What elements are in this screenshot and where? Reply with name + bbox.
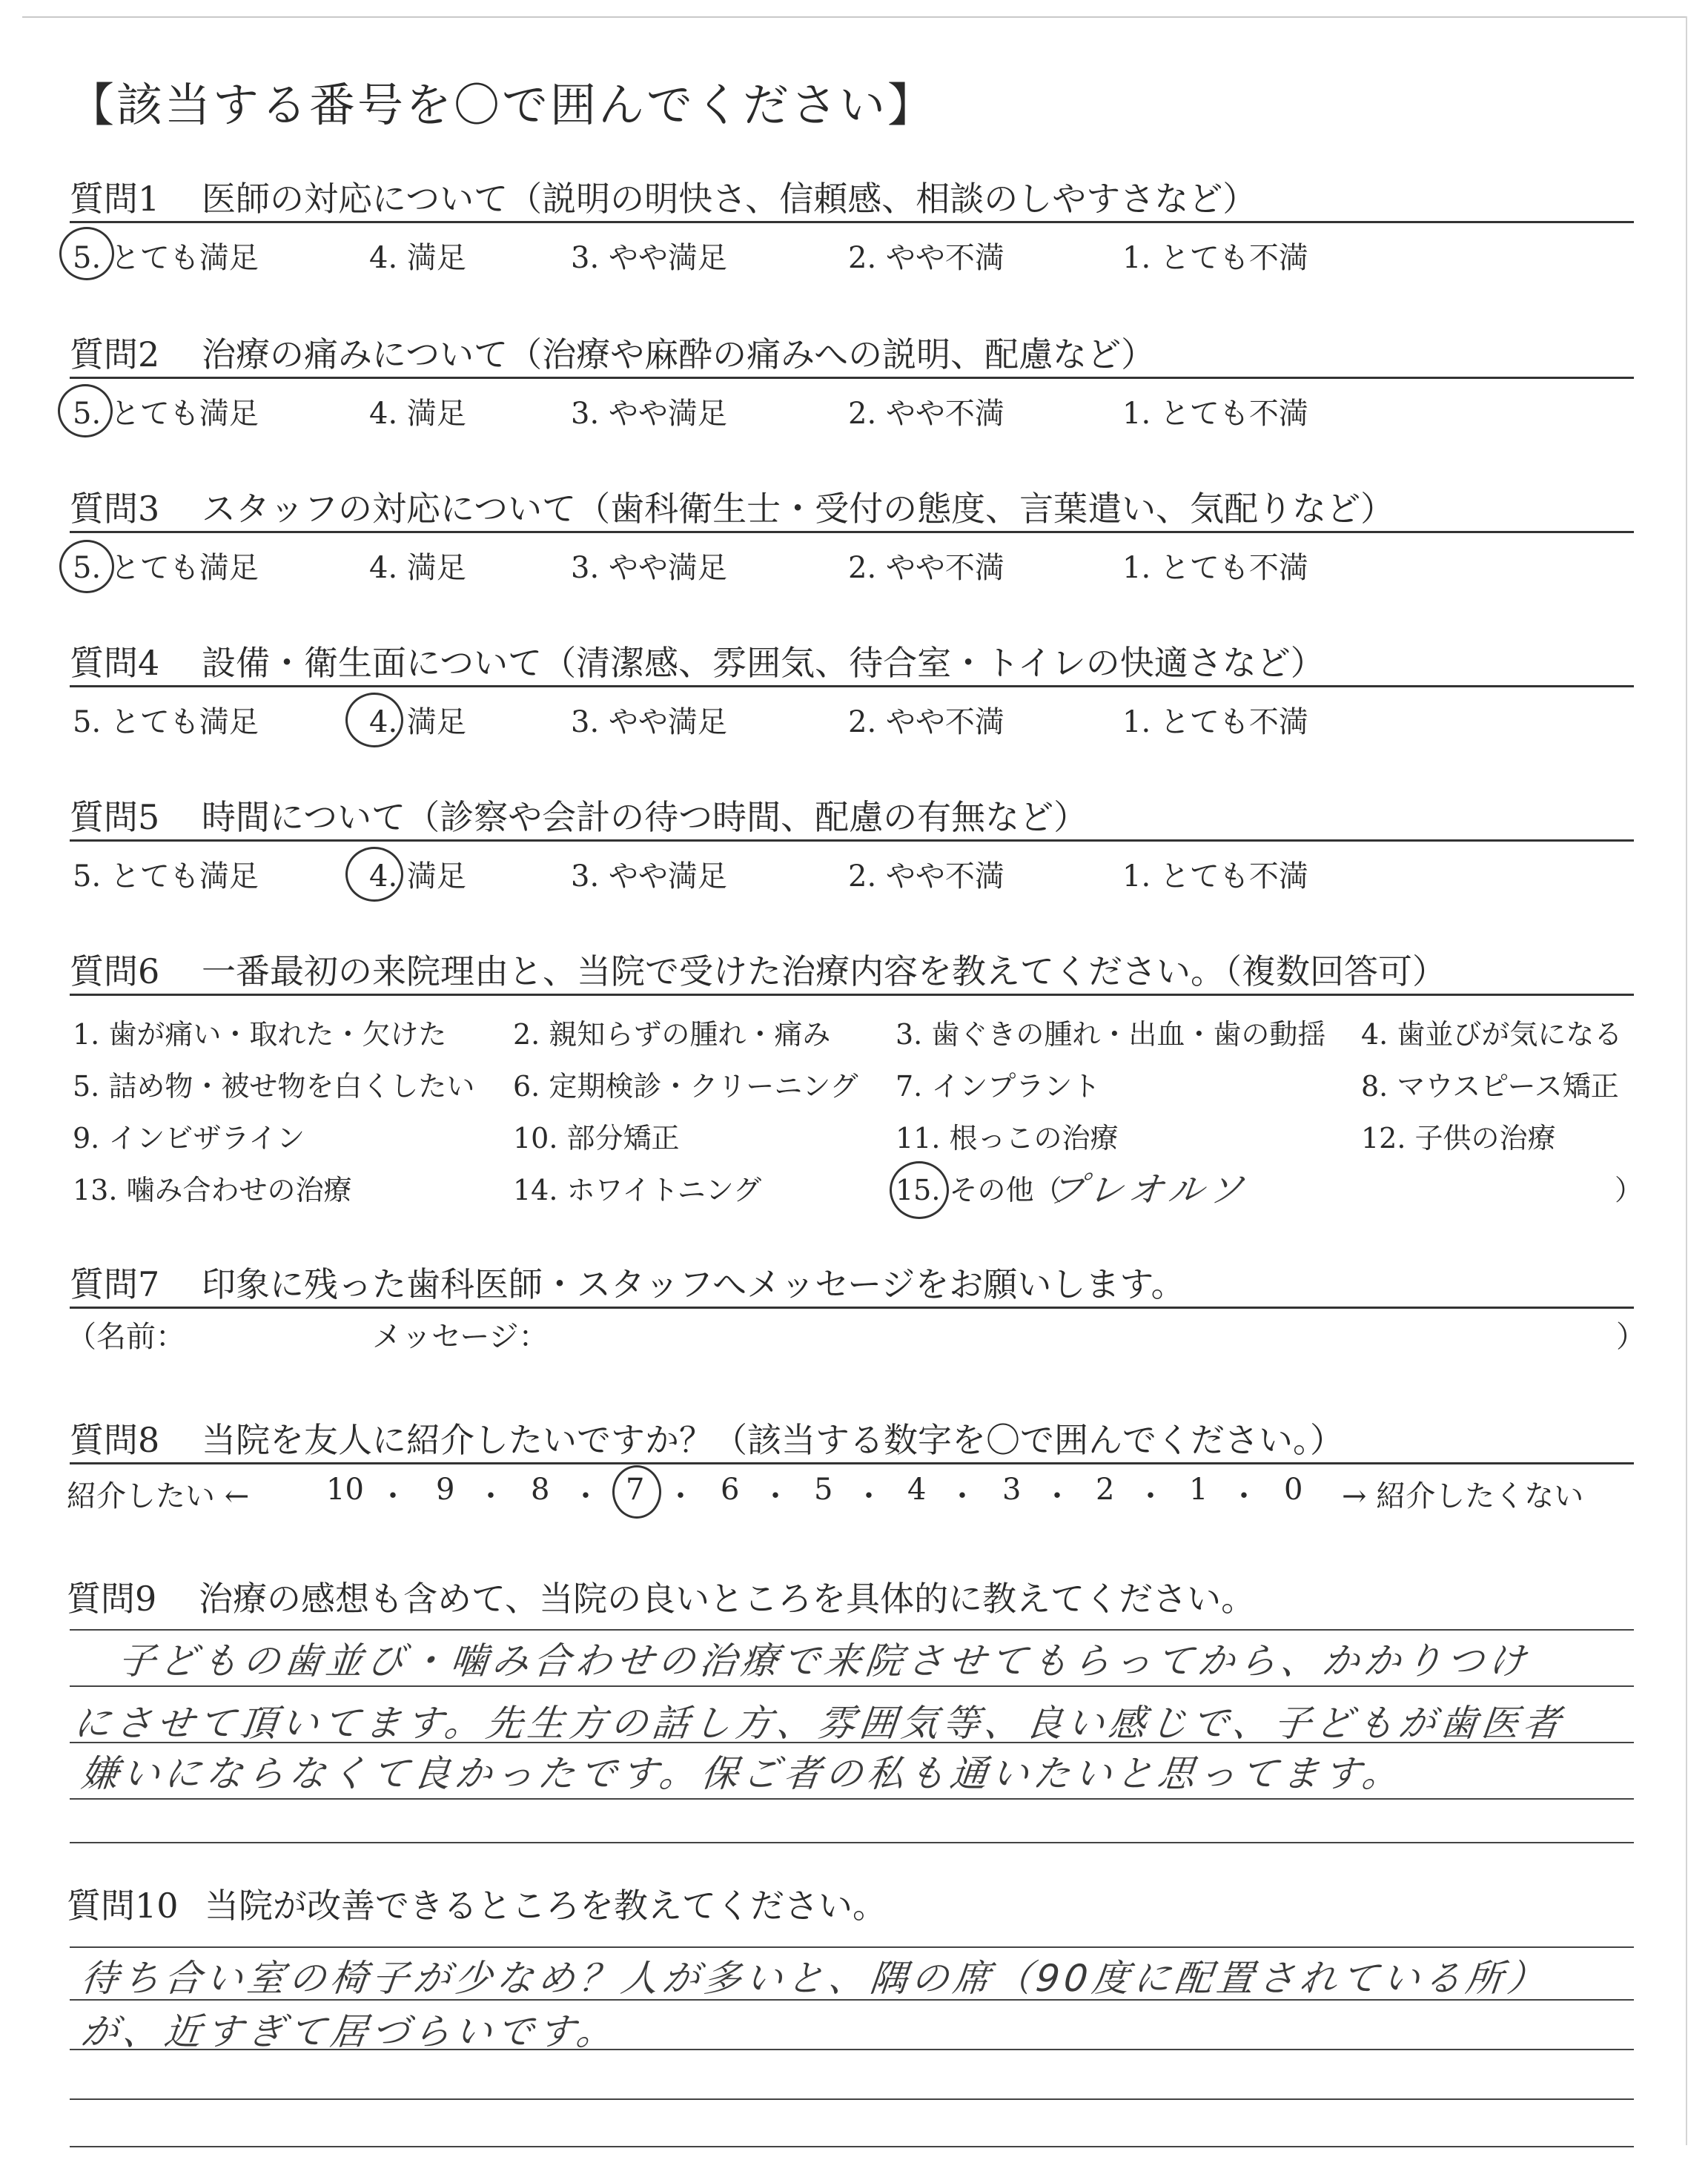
option-1[interactable]: 1. とても不満 [1122,397,1308,431]
choice-7[interactable]: 7. インプラント [896,1070,1101,1103]
page-title: 【該当する番号を〇で囲んでください】 [68,78,936,132]
handwritten-line-3: 嫌いにならなくて良かったです。保ご者の私も通いたいと思ってます。 [79,1752,1406,1795]
answer-line [70,1842,1634,1843]
option-1[interactable]: 1. とても不満 [1122,859,1308,894]
choice-3[interactable]: 3. 歯ぐきの腫れ・出血・歯の動揺 [896,1018,1326,1051]
answer-line [70,2098,1634,2100]
choice-8[interactable]: 8. マウスピース矯正 [1361,1070,1619,1103]
scale-right-label: → 紹介したくない [1342,1479,1584,1513]
scale-3[interactable]: 3 [1002,1473,1022,1507]
scale-0[interactable]: 0 [1284,1473,1303,1507]
option-3[interactable]: 3. やや満足 [571,859,727,894]
question-2-heading [70,328,1634,379]
question-6-heading [70,945,1634,996]
question-6-choices [73,1004,1644,1226]
option-2[interactable]: 2. やや不満 [848,705,1004,739]
option-4[interactable]: 4. 満足 [369,397,466,431]
option-2[interactable]: 2. やや不満 [848,241,1004,275]
option-1[interactable]: 1. とても不満 [1122,241,1308,275]
question-number: 質問7 [70,1264,160,1304]
scale-dot: ・ [1136,1479,1165,1513]
option-5[interactable]: 5. とても満足 [73,705,259,739]
option-5[interactable]: 5. とても満足 [73,241,259,275]
scale-8[interactable]: 8 [531,1473,550,1507]
choice-12[interactable]: 12. 子供の治療 [1361,1122,1556,1155]
question-number: 質問1 [70,179,160,219]
choice-14[interactable]: 14. ホワイトニング [513,1174,762,1206]
question-1-heading [70,172,1634,223]
question-1-options [73,234,1555,275]
name-label: （名前： [67,1320,185,1354]
question-3-heading [70,482,1634,533]
option-1[interactable]: 1. とても不満 [1122,551,1308,585]
option-3[interactable]: 3. やや満足 [571,705,727,739]
scale-dot: ・ [476,1479,506,1513]
scale-dot: ・ [1042,1479,1072,1513]
choice-10[interactable]: 10. 部分矯正 [513,1122,680,1155]
handwritten-line-1: 子どもの歯並び・噛み合わせの治療で来院させてもらってから、かかりつけ [116,1639,1532,1682]
choice-13[interactable]: 13. 噛み合わせの治療 [73,1174,352,1206]
question-number: 質問6 [70,951,160,991]
answer-line [70,1629,1634,1631]
question-text: 設備・衛生面について（清潔感、雰囲気、待合室・トイレの快適さなど） [202,643,1325,683]
choice-2[interactable]: 2. 親知らずの腫れ・痛み [513,1018,831,1051]
option-1[interactable]: 1. とても不満 [1122,705,1308,739]
option-3[interactable]: 3. やや満足 [571,241,727,275]
scale-dot: ・ [947,1479,977,1513]
scan-top-edge [22,16,1686,18]
answer-line [70,2146,1634,2147]
question-5-options [73,853,1555,894]
scale-5[interactable]: 5 [814,1473,833,1507]
question-10-heading [67,1879,887,1928]
other-handwritten-answer: プレオルソ [1047,1169,1251,1211]
option-2[interactable]: 2. やや不満 [848,551,1004,585]
selection-circle [59,227,114,280]
option-4[interactable]: 4. 満足 [369,859,466,894]
answer-line [70,1685,1634,1687]
question-3-options [73,544,1555,585]
question-text: 治療の感想も含めて、当院の良いところを具体的に教えてください。 [199,1579,1256,1619]
scale-dot: ・ [666,1479,695,1513]
selection-circle [890,1161,949,1219]
question-number: 質問4 [70,643,160,683]
close-paren: ） [1616,1320,1646,1354]
option-2[interactable]: 2. やや不満 [848,397,1004,431]
option-3[interactable]: 3. やや満足 [571,397,727,431]
choice-1[interactable]: 1. 歯が痛い・取れた・欠けた [73,1018,447,1051]
handwritten-line-2: にさせて頂いてます。先生方の話し方、雰囲気等、良い感じで、子どもが歯医者 [71,1702,1567,1745]
scale-2[interactable]: 2 [1096,1473,1115,1507]
question-number: 質問5 [70,797,160,837]
answer-line [70,1946,1634,1948]
question-4-heading [70,636,1634,687]
scale-dot: ・ [761,1479,790,1513]
choice-5[interactable]: 5. 詰め物・被せ物を白くしたい [73,1070,475,1103]
choice-9[interactable]: 9. インビザライン [73,1122,305,1155]
option-4[interactable]: 4. 満足 [369,705,466,739]
answer-line [70,1798,1634,1800]
scale-6[interactable]: 6 [721,1473,740,1507]
question-9-heading [67,1572,1255,1621]
question-number: 質問8 [70,1420,160,1460]
option-4[interactable]: 4. 満足 [369,241,466,275]
question-number: 質問9 [67,1579,157,1619]
question-4-options [73,698,1555,739]
choice-15[interactable]: 15. その他（ [896,1174,1062,1206]
scale-left-label: 紹介したい ← [67,1479,250,1513]
option-5[interactable]: 5. とても満足 [73,859,259,894]
selection-circle [612,1465,661,1519]
question-text: 当院が改善できるところを教えてください。 [205,1886,887,1926]
scale-1[interactable]: 1 [1189,1473,1208,1507]
question-text: 時間について（診察や会計の待つ時間、配慮の有無など） [202,797,1088,837]
question-text: スタッフの対応について（歯科衛生士・受付の態度、言葉遣い、気配りなど） [202,489,1395,529]
scale-dot: ・ [378,1479,408,1513]
question-text: 一番最初の来院理由と、当院で受けた治療内容を教えてください。（複数回答可） [202,951,1446,991]
scale-dot: ・ [854,1479,884,1513]
question-text: 当院を友人に紹介したいですか？（該当する数字を〇で囲んでください。） [202,1420,1344,1460]
selection-circle [345,693,403,747]
option-3[interactable]: 3. やや満足 [571,551,727,585]
choice-15-close-paren: ） [1615,1174,1644,1206]
handwritten-line-1: 待ち合い室の椅子が少なめ？人が多いと、隅の席（90度に配置されている所） [79,1957,1552,2000]
scale-4[interactable]: 4 [907,1473,927,1507]
question-text: 印象に残った歯科医師・スタッフへメッセージをお願いします。 [202,1264,1185,1304]
question-number: 質問3 [70,489,160,529]
message-label: メッセージ： [372,1320,549,1354]
scan-right-edge [1686,16,1687,2145]
handwritten-line-2: が、近すぎて居づらいです。 [79,2010,620,2053]
scale-dot: ・ [571,1479,600,1513]
question-5-heading [70,790,1634,842]
selection-circle [345,847,403,902]
question-8-heading [70,1413,1634,1464]
scale-dot: ・ [1229,1479,1259,1513]
question-number: 質問2 [70,334,160,374]
question-2-options [73,390,1555,431]
question-text: 治療の痛みについて（治療や麻酔の痛みへの説明、配慮など） [202,334,1156,374]
option-5[interactable]: 5. とても満足 [73,551,259,585]
scale-7[interactable]: 7 [626,1473,645,1507]
option-5[interactable]: 5. とても満足 [73,397,259,431]
choice-11[interactable]: 11. 根っこの治療 [896,1122,1119,1155]
question-number: 質問10 [67,1886,179,1926]
option-2[interactable]: 2. やや不満 [848,859,1004,894]
selection-circle [59,540,114,593]
option-4[interactable]: 4. 満足 [369,551,466,585]
scale-9[interactable]: 9 [436,1473,455,1507]
question-7-heading [70,1258,1634,1309]
question-text: 医師の対応について（説明の明快さ、信頼感、相談のしやすさなど） [202,179,1257,219]
scale-10[interactable]: 10 [326,1473,364,1507]
selection-circle [58,384,113,437]
choice-4[interactable]: 4. 歯並びが気になる [1361,1018,1623,1051]
choice-6[interactable]: 6. 定期検診・クリーニング [513,1070,858,1103]
